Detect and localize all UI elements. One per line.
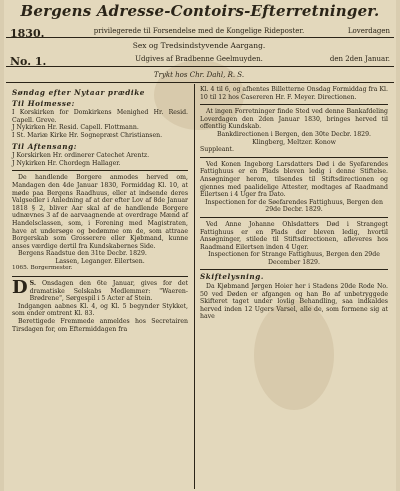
bank-notice-sign: Bankdirectionen i Bergen, den 30te Decbr. 1829. — [217, 130, 371, 138]
section-rule — [200, 104, 388, 105]
section-rule — [200, 157, 388, 158]
separation-notice: Da Kjøbmand Jørgen Hoier her i Stadens 20de Rode No. 50 ved Døden er afgangen og han Bo af unbetryggede Skifteret taget under lovlig Behandling, saa indkaldes herved inden 12 Ugers Varsel, alle de, som formene sig at have — [200, 283, 388, 321]
tickets-notice: Kl. 4 til 6, og afhentes Billetterne Onsdag Formiddag fra Kl. 10 til 12 hos Casereren Hr. F. Meyer. Directionen. — [200, 86, 388, 101]
drama-text: Onsdagen den 6te Januar, gives for det dramatiske Selskabs Medlemmer: "Waeren-Brødrene", Sørgespil i 5 Acter af Stein. — [29, 280, 188, 303]
drama-notice-c: Berettigede Fremmede anmeldes hos Secretairen Tirsdagen for, om Eftermiddagen fra — [12, 318, 188, 333]
left-column — [12, 86, 188, 333]
poorhouse-notice-1-sign: Inspectionen for de Søefarendes Fattighuus, Bergen den 29de Decbr. 1829. — [205, 198, 383, 214]
evening-heading: Til Aftensang: — [12, 141, 77, 151]
masthead-rule — [6, 82, 394, 83]
masthead-weekday: Loverdagen — [347, 27, 390, 35]
bank-notice: At ingen Forretninger finde Sted ved denne Bankafdeling Loverdagen den 2den Januar 1830, bringes herved til offentlig Kundskab. — [200, 108, 388, 131]
bank-notice-names: Klingberg, Meltzer. Konow — [252, 138, 336, 146]
masthead-privilege: privilegerede til Forsendelse med de Kongelige Rideposter. — [93, 27, 305, 35]
section-rule — [200, 269, 388, 270]
drama-s: S. — [29, 280, 37, 288]
masthead-printer: Trykt hos Chr. Dahl, R. S. — [153, 71, 245, 79]
masthead-rule — [6, 37, 394, 38]
sermon-line: J Nykirken Hr. Resid. Capell. Flottmann. — [12, 124, 139, 132]
poorhouse-notice-1: Ved Konen Ingeborg Larsdatters Død i de Syefarendes Fattighuus er en Plads bleven ledig i denne Stiftelse. Ansøgninger herom, tilsendes til Stiftsdirectionen og gjennes med paalidelige Attester, modtages af Raadmand Eilertsen i 4 Uger fra Dato. — [200, 160, 388, 199]
merchants-notice-names: Lassen, Leganger. Eilertsen. — [55, 257, 145, 265]
sunday-heading: Søndag efter Nytaar prædike — [12, 88, 145, 97]
morning-heading: Til Hoimesse: — [12, 98, 75, 108]
newspaper-page — [4, 0, 396, 491]
merchants-notice-sign: Bergens Raadstue den 31te Decbr. 1829. — [18, 250, 147, 258]
drama-dropcap: D — [12, 277, 28, 299]
merchants-notice: De handlende Borgere anmodes herved om, Mandagen den 4de Januar 1830, Formiddag Kl. 10, at møde paa Bergens Raadhuus, eller at indsende deres Valgsedler i Anledning af at der efter Lov af 8de Januar 1818 § 2, bliver Aar skal af de handlende Borgere udnævnes 3 af de aarvaagnende at overdrage Mænd af Handelsclassen, som, i Forening med Magistraten, have at undersøge og bedømme om de, som attraae Borgerskab som Grosserere eller Kjøbmand, kunne anses værdige dertil fra Kundskabernes Side. — [12, 174, 188, 250]
sermon-line: I St. Mariæ Kirke Hr. Sognepræst Christiansen. — [12, 131, 163, 139]
drama-notice — [12, 277, 188, 303]
column-divider — [194, 84, 195, 489]
poorhouse-notice-2-sign: Inspectionen for Strange Fattighuus, Bergen den 29de December 1829. — [208, 251, 380, 266]
right-column — [200, 86, 388, 321]
drama-notice-b: Indgangen aabnes Kl. 4, og Kl. 5 begynder Stykket, som ender omtrent Kl. 83. — [12, 302, 188, 318]
bank-notice-foot: Suppleant. — [200, 146, 234, 154]
section-rule — [12, 276, 188, 277]
separation-heading: Skiftelysning. — [200, 272, 264, 282]
masthead-year: 1830. — [10, 27, 45, 40]
masthead-volume: Sex og Tredsindstyvende Aargang. — [132, 41, 266, 50]
sermon-line: J Nykirken Hr. Chordegn Hallager. — [12, 159, 121, 167]
masthead-date: den 2den Januar. — [329, 55, 390, 63]
masthead-title: Bergens Adresse-Contoirs-Efterretninger. — [20, 2, 380, 20]
poorhouse-notice-2: Ved Anne Johanne Ohlsdatters Død i Strangegt Fattighuus er en Plads der bleven ledig, hvortil Ansøgninger, stilede til Stiftsdirectionen, afleveres hos Raadmand Eilertsen inden 4 Uger. — [200, 220, 388, 251]
sermon-line: J Korskirken Hr. ordinerer Catechet Arentz. — [12, 152, 150, 160]
section-rule — [12, 170, 188, 171]
merchants-notice-foot: 1065. Borgermester. — [12, 265, 73, 272]
masthead-issue-no: No. 1. — [10, 55, 47, 68]
sermon-line: I Korskirken for Domkirkens Menighed Hr. Resid. Capell. Greve. — [12, 109, 188, 124]
masthead-publisher: Udgives af Bradbenne Geelmuyden. — [135, 55, 263, 63]
section-rule — [200, 217, 388, 218]
masthead-rule — [6, 66, 394, 67]
